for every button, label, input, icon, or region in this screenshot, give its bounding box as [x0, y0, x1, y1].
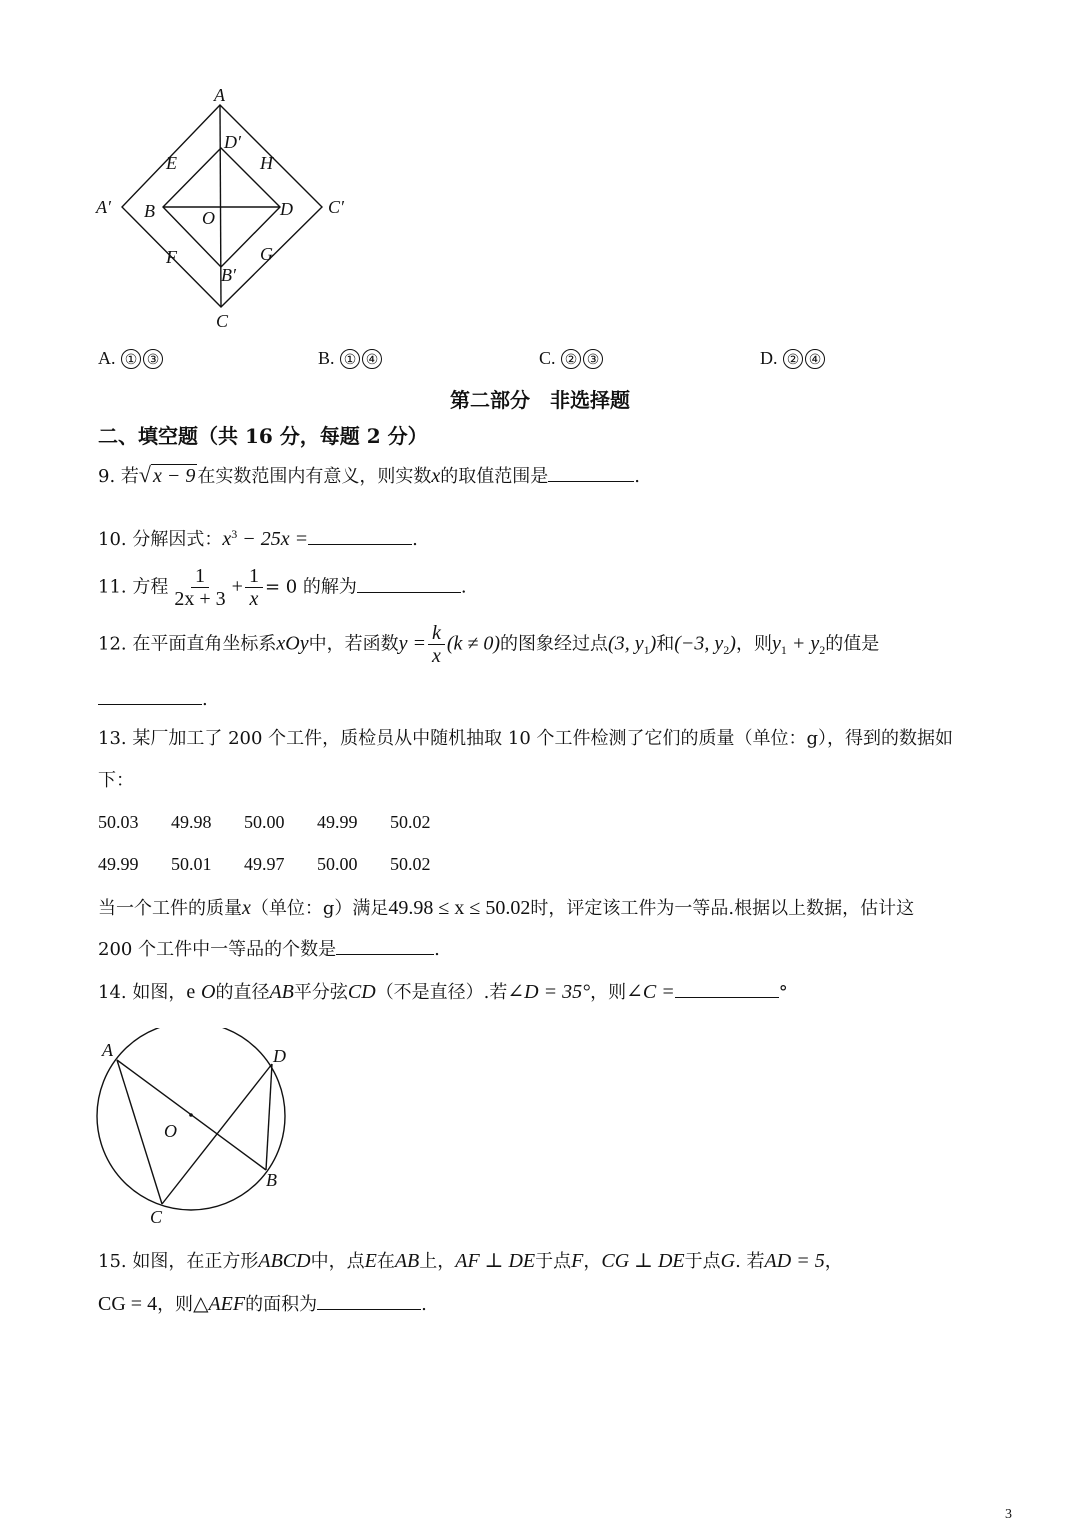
fraction-denominator: x — [249, 588, 259, 610]
q15-ab: AB — [394, 1250, 420, 1272]
label-g: G — [260, 244, 273, 264]
q15-cond-1: AF ⊥ DE — [455, 1250, 536, 1272]
q15-cg: CG = 4 — [98, 1293, 158, 1315]
question-13-line-2: 下： — [98, 770, 134, 791]
q13-end: . — [434, 939, 440, 960]
question-12: 12. 在平面直角坐标系xOy中，若函数y = $\frac{k}{x}$ (k ≠ 0)的图象经过点(3, $y_1$)和(−3, $y_2$)，则$y_1 + y_2$的值是 — [98, 622, 880, 667]
answer-blank[interactable] — [98, 688, 202, 705]
label-c: C — [150, 1207, 163, 1227]
q12-y: y = — [398, 632, 426, 655]
q12-point-2-sub: 2 — [723, 643, 730, 658]
question-9: 9. 若√ x − 9 在实数范围内有意义，则实数x的取值范围是 . — [98, 462, 640, 487]
label-d: D — [273, 1046, 286, 1066]
fraction-numerator: 1 — [191, 565, 209, 588]
q9-var: x — [431, 465, 441, 487]
question-number: 9. — [98, 466, 116, 487]
q15-text-9: ，则 — [157, 1294, 194, 1315]
q12-sum-a-sub: 1 — [780, 643, 787, 658]
q15-text-3: 上， — [419, 1251, 456, 1272]
q9-radicand: x − 9 — [153, 465, 196, 487]
q11-plus: + — [231, 575, 243, 598]
q14-angle-d: ∠D = 35° — [507, 981, 591, 1003]
label-b: B — [266, 1170, 277, 1190]
q15-text-pre: 如图，在正方形 — [132, 1251, 259, 1272]
q10-exponent: 3 — [231, 527, 238, 541]
q13-data-row-2 — [98, 854, 463, 875]
option-circled-number: ② — [783, 349, 803, 369]
part-title: 第二部分 非选择题 — [450, 388, 630, 412]
answer-blank[interactable] — [317, 1293, 421, 1310]
option-circled-number: ① — [121, 349, 141, 369]
q15-text-2: 在 — [376, 1251, 395, 1272]
q15-f: F — [571, 1250, 584, 1272]
label-a-prime: A′ — [96, 197, 111, 217]
q12-condition: (k ≠ 0) — [446, 632, 501, 655]
q11-fraction-2 — [245, 565, 263, 610]
question-15-line-2 — [98, 1292, 427, 1317]
q13-condition: 49.98 ≤ x ≤ 50.02 — [388, 897, 531, 919]
data-value: 49.97 — [244, 854, 285, 874]
q15-text-8: ， — [824, 1251, 843, 1272]
fraction-numerator: 1 — [245, 565, 263, 588]
q12-point-1-sub: 1 — [643, 643, 650, 658]
label-o: O — [164, 1121, 177, 1141]
label-d: D — [280, 199, 293, 219]
circle-o — [97, 1028, 285, 1210]
option-circled-number: ③ — [583, 349, 603, 369]
q10-end: . — [412, 529, 418, 550]
q15-square: ABCD — [258, 1250, 311, 1272]
q12-text-pre: 在平面直角坐标系 — [132, 633, 277, 655]
page-number: 3 — [1005, 1507, 1012, 1522]
q12-end: . — [202, 689, 208, 710]
data-value: 49.98 — [171, 812, 212, 832]
q13-data-row-1 — [98, 812, 463, 833]
data-value: 50.02 — [390, 812, 431, 832]
q15-g: G — [720, 1250, 736, 1272]
question-15 — [98, 1249, 843, 1274]
q15-text-10: 的面积为 — [245, 1294, 318, 1315]
option-c[interactable] — [539, 348, 604, 369]
chord-cd — [162, 1064, 272, 1204]
question-13-line-3 — [98, 896, 914, 921]
question-13-line-4 — [98, 938, 440, 962]
q15-text-5: ， — [583, 1251, 602, 1272]
q12-text-mid: 中，若函数 — [308, 633, 399, 655]
q12-point-2: (−3, y — [674, 632, 724, 655]
q13-text-c: 时，评定该工件为一等品.根据以上数据，估计这 — [530, 898, 915, 919]
question-11 — [98, 565, 467, 610]
label-h: H — [260, 153, 273, 173]
q12-coord-system: xOy — [276, 632, 309, 655]
q14-text-3: （不是直径）.若 — [375, 982, 508, 1003]
q12-sum-plus: + y — [786, 632, 820, 655]
label-a: A — [102, 1040, 113, 1060]
option-circled-number: ① — [340, 349, 360, 369]
label-b: B — [144, 201, 155, 221]
q11-end: . — [460, 576, 467, 598]
q12-then: ，则 — [735, 633, 772, 655]
q12-fraction — [428, 622, 445, 667]
answer-blank[interactable] — [336, 938, 434, 955]
answer-blank[interactable] — [308, 528, 412, 545]
q14-text-2: 平分弦 — [293, 982, 348, 1003]
q14-cd: CD — [347, 981, 376, 1003]
answer-blank[interactable] — [548, 465, 634, 482]
option-b[interactable] — [318, 348, 383, 369]
q15-triangle: △AEF — [193, 1293, 246, 1315]
q13-var: x — [242, 897, 251, 919]
q14-text-4: ，则 — [590, 982, 627, 1003]
label-o: O — [202, 208, 215, 228]
q12-sum-a: y — [771, 632, 781, 655]
q13-text-a: 当一个工件的质量 — [98, 898, 242, 919]
option-d[interactable] — [760, 348, 826, 369]
q13-text-b: （单位：g）满足 — [250, 898, 389, 919]
data-value: 50.00 — [244, 812, 285, 832]
answer-blank[interactable] — [675, 981, 779, 998]
q14-degree: ° — [778, 982, 788, 1003]
q12-text-post: 的值是 — [825, 633, 880, 655]
data-value: 50.01 — [171, 854, 212, 874]
label-d-prime: D′ — [224, 132, 241, 152]
q11-fraction-1 — [170, 565, 229, 610]
circle-symbol: e — [186, 981, 196, 1003]
q10-expr-a: x — [222, 528, 232, 550]
question-12-answer-line — [98, 688, 208, 712]
q10-text: 分解因式： — [132, 529, 223, 550]
section-title: 二、填空题（共 16 分，每题 2 分） — [98, 424, 428, 448]
q11-equals: = 0 的解为 — [264, 576, 357, 598]
rhombus-figure — [90, 85, 370, 335]
option-letter: A. — [98, 348, 116, 368]
q12-text-mid2: 的图象经过点 — [500, 633, 609, 655]
q15-text-1: 中，点 — [310, 1251, 365, 1272]
q12-point-1: (3, y — [608, 632, 644, 655]
q9-text-pre: 若 — [120, 466, 139, 487]
data-value: 50.02 — [390, 854, 431, 874]
label-a: A — [214, 85, 225, 105]
answer-blank[interactable] — [357, 576, 461, 593]
label-c: C — [216, 311, 229, 331]
option-circled-number: ② — [561, 349, 581, 369]
option-circled-number: ④ — [805, 349, 825, 369]
q14-text-1: 的直径 — [215, 982, 270, 1003]
center-point — [189, 1113, 193, 1117]
question-number: 11. — [98, 576, 127, 598]
q14-angle-c: ∠C = — [626, 981, 675, 1003]
data-value: 50.03 — [98, 812, 139, 832]
option-letter: D. — [760, 348, 778, 368]
fraction-denominator: 2x + 3 — [174, 588, 226, 610]
q15-e: E — [364, 1250, 377, 1272]
data-value: 49.99 — [98, 854, 139, 874]
q15-end: . — [421, 1294, 427, 1315]
circle-figure — [88, 1028, 308, 1228]
option-circled-number: ④ — [362, 349, 382, 369]
q14-o: O — [201, 981, 216, 1003]
q15-text-6: 于点 — [684, 1251, 721, 1272]
q12-sum-b-sub: 2 — [819, 643, 826, 658]
option-letter: C. — [539, 348, 556, 368]
q12-and: 和 — [656, 633, 675, 655]
q9-end: . — [634, 466, 640, 487]
label-f: F — [166, 247, 177, 267]
fraction-denominator: x — [431, 645, 441, 667]
chord-db — [266, 1064, 272, 1170]
question-number: 12. — [98, 633, 127, 655]
q15-text-4: 于点 — [535, 1251, 572, 1272]
q14-text-pre: 如图， — [132, 982, 187, 1003]
q15-cond-2: CG ⊥ DE — [601, 1250, 685, 1272]
q9-text-post: 的取值范围是 — [440, 466, 549, 487]
q14-ab: AB — [269, 981, 294, 1003]
question-13-line-1: 13. 某厂加工了 200 个工件，质检员从中随机抽取 10 个工件检测了它们的质量（单位：g），得到的数据如 — [98, 728, 954, 749]
q9-text-mid: 在实数范围内有意义，则实数 — [197, 466, 432, 487]
q15-text-7: . 若 — [735, 1251, 765, 1272]
question-number: 10. — [98, 529, 127, 550]
q11-text: 方程 — [132, 576, 169, 598]
q15-cond-3: AD = 5 — [764, 1250, 825, 1272]
question-number: 15. — [98, 1251, 127, 1272]
label-b-prime: B′ — [221, 265, 236, 285]
option-a[interactable] — [98, 348, 164, 369]
fraction-numerator: k — [428, 622, 445, 645]
data-value: 49.99 — [317, 812, 358, 832]
label-c-prime: C′ — [328, 197, 344, 217]
option-circled-number: ③ — [143, 349, 163, 369]
q13-text-d: 200 个工件中一等品的个数是 — [98, 939, 337, 960]
q10-expr-b: − 25x = — [237, 528, 309, 550]
question-10 — [98, 522, 418, 552]
question-14 — [98, 980, 788, 1005]
option-letter: B. — [318, 348, 335, 368]
label-e: E — [166, 153, 177, 173]
question-number: 14. — [98, 982, 127, 1003]
data-value: 50.00 — [317, 854, 358, 874]
